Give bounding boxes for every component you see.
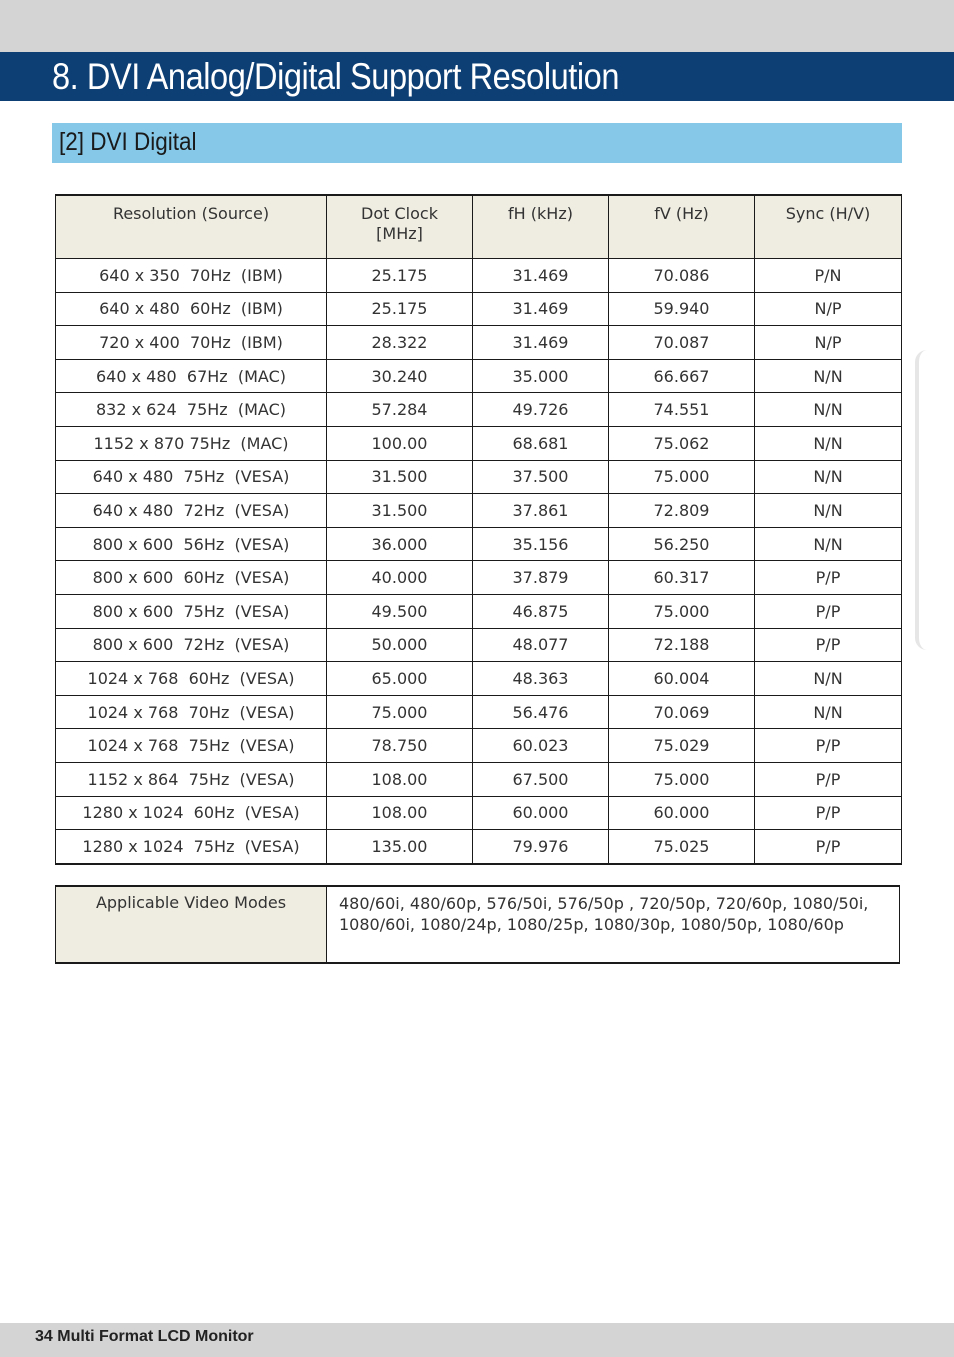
video-modes-table bbox=[55, 885, 900, 964]
cell-dot-clock: 65.000 bbox=[327, 662, 473, 696]
header-resolution: Resolution (Source) bbox=[56, 195, 327, 259]
cell-fv: 75.000 bbox=[609, 460, 755, 494]
cell-fv: 75.000 bbox=[609, 594, 755, 628]
cell-fh: 37.500 bbox=[473, 460, 609, 494]
table-row bbox=[56, 494, 902, 528]
cell-fh: 67.500 bbox=[473, 762, 609, 796]
cell-resolution: 832 x 624 75Hz (MAC) bbox=[56, 393, 327, 427]
table-row bbox=[56, 259, 902, 293]
cell-fh: 31.469 bbox=[473, 326, 609, 360]
cell-dot-clock: 25.175 bbox=[327, 259, 473, 293]
table-row bbox=[56, 796, 902, 830]
cell-dot-clock: 36.000 bbox=[327, 527, 473, 561]
cell-dot-clock: 108.00 bbox=[327, 762, 473, 796]
top-band bbox=[0, 0, 954, 52]
section-title: [2] DVI Digital bbox=[59, 128, 197, 156]
table-row bbox=[56, 527, 902, 561]
cell-resolution: 1024 x 768 75Hz (VESA) bbox=[56, 729, 327, 763]
cell-resolution: 1280 x 1024 60Hz (VESA) bbox=[56, 796, 327, 830]
cell-sync: P/P bbox=[755, 628, 902, 662]
section-header bbox=[52, 123, 902, 163]
footer bbox=[0, 1323, 954, 1357]
cell-sync: P/N bbox=[755, 259, 902, 293]
cell-fv: 75.000 bbox=[609, 762, 755, 796]
cell-resolution: 1152 x 864 75Hz (VESA) bbox=[56, 762, 327, 796]
cell-fv: 66.667 bbox=[609, 359, 755, 393]
cell-fv: 60.004 bbox=[609, 662, 755, 696]
table-row bbox=[56, 292, 902, 326]
cell-resolution: 720 x 400 70Hz (IBM) bbox=[56, 326, 327, 360]
cell-fv: 75.025 bbox=[609, 830, 755, 864]
cell-sync: P/P bbox=[755, 561, 902, 595]
header-fv: fV (Hz) bbox=[609, 195, 755, 259]
table-row bbox=[56, 326, 902, 360]
table-body bbox=[56, 259, 902, 864]
cell-dot-clock: 135.00 bbox=[327, 830, 473, 864]
cell-dot-clock: 31.500 bbox=[327, 460, 473, 494]
cell-fv: 70.069 bbox=[609, 695, 755, 729]
cell-sync: N/N bbox=[755, 527, 902, 561]
cell-dot-clock: 50.000 bbox=[327, 628, 473, 662]
cell-dot-clock: 100.00 bbox=[327, 426, 473, 460]
cell-dot-clock: 31.500 bbox=[327, 494, 473, 528]
table-row bbox=[56, 426, 902, 460]
header-fh: fH (kHz) bbox=[473, 195, 609, 259]
footer-text: 34 Multi Format LCD Monitor bbox=[35, 1328, 254, 1345]
cell-sync: P/P bbox=[755, 762, 902, 796]
table-row bbox=[56, 830, 902, 864]
cell-fv: 74.551 bbox=[609, 393, 755, 427]
cell-resolution: 1024 x 768 60Hz (VESA) bbox=[56, 662, 327, 696]
cell-resolution: 640 x 480 67Hz (MAC) bbox=[56, 359, 327, 393]
cell-dot-clock: 108.00 bbox=[327, 796, 473, 830]
cell-fv: 59.940 bbox=[609, 292, 755, 326]
table-row bbox=[56, 594, 902, 628]
cell-fv: 72.188 bbox=[609, 628, 755, 662]
cell-resolution: 640 x 480 75Hz (VESA) bbox=[56, 460, 327, 494]
cell-fv: 75.062 bbox=[609, 426, 755, 460]
cell-resolution: 800 x 600 75Hz (VESA) bbox=[56, 594, 327, 628]
cell-dot-clock: 40.000 bbox=[327, 561, 473, 595]
cell-dot-clock: 78.750 bbox=[327, 729, 473, 763]
video-modes-row bbox=[56, 886, 900, 963]
cell-fv: 56.250 bbox=[609, 527, 755, 561]
cell-fh: 46.875 bbox=[473, 594, 609, 628]
header-dot-clock: Dot Clock [MHz] bbox=[327, 195, 473, 259]
table-row bbox=[56, 393, 902, 427]
cell-resolution: 1280 x 1024 75Hz (VESA) bbox=[56, 830, 327, 864]
cell-sync: N/N bbox=[755, 460, 902, 494]
cell-fh: 79.976 bbox=[473, 830, 609, 864]
cell-dot-clock: 28.322 bbox=[327, 326, 473, 360]
cell-fh: 48.077 bbox=[473, 628, 609, 662]
cell-fh: 37.861 bbox=[473, 494, 609, 528]
cell-sync: N/N bbox=[755, 393, 902, 427]
table-row bbox=[56, 628, 902, 662]
table-row bbox=[56, 359, 902, 393]
cell-resolution: 640 x 480 72Hz (VESA) bbox=[56, 494, 327, 528]
table-row bbox=[56, 695, 902, 729]
cell-fh: 49.726 bbox=[473, 393, 609, 427]
header-sync: Sync (H/V) bbox=[755, 195, 902, 259]
cell-fh: 31.469 bbox=[473, 292, 609, 326]
cell-fh: 56.476 bbox=[473, 695, 609, 729]
cell-sync: N/N bbox=[755, 494, 902, 528]
cell-fv: 75.029 bbox=[609, 729, 755, 763]
table-row bbox=[56, 460, 902, 494]
cell-resolution: 640 x 350 70Hz (IBM) bbox=[56, 259, 327, 293]
cell-fh: 35.156 bbox=[473, 527, 609, 561]
cell-sync: P/P bbox=[755, 796, 902, 830]
table-row bbox=[56, 729, 902, 763]
cell-dot-clock: 75.000 bbox=[327, 695, 473, 729]
cell-fv: 72.809 bbox=[609, 494, 755, 528]
cell-fv: 70.087 bbox=[609, 326, 755, 360]
cell-fv: 60.000 bbox=[609, 796, 755, 830]
cell-fh: 48.363 bbox=[473, 662, 609, 696]
table-row bbox=[56, 561, 902, 595]
cell-resolution: 800 x 600 72Hz (VESA) bbox=[56, 628, 327, 662]
cell-fh: 60.023 bbox=[473, 729, 609, 763]
cell-sync: P/P bbox=[755, 729, 902, 763]
video-modes-label: Applicable Video Modes bbox=[56, 886, 327, 963]
table-header-row bbox=[56, 195, 902, 259]
cell-resolution: 1152 x 870 75Hz (MAC) bbox=[56, 426, 327, 460]
page-title-bar bbox=[0, 52, 954, 101]
cell-resolution: 1024 x 768 70Hz (VESA) bbox=[56, 695, 327, 729]
cell-dot-clock: 30.240 bbox=[327, 359, 473, 393]
cell-sync: N/N bbox=[755, 359, 902, 393]
cell-resolution: 640 x 480 60Hz (IBM) bbox=[56, 292, 327, 326]
cell-fh: 68.681 bbox=[473, 426, 609, 460]
cell-fh: 31.469 bbox=[473, 259, 609, 293]
cell-resolution: 800 x 600 56Hz (VESA) bbox=[56, 527, 327, 561]
cell-fh: 35.000 bbox=[473, 359, 609, 393]
cell-dot-clock: 57.284 bbox=[327, 393, 473, 427]
cell-sync: N/N bbox=[755, 662, 902, 696]
cell-dot-clock: 49.500 bbox=[327, 594, 473, 628]
resolution-table bbox=[55, 194, 902, 865]
cell-sync: N/P bbox=[755, 292, 902, 326]
cell-dot-clock: 25.175 bbox=[327, 292, 473, 326]
cell-resolution: 800 x 600 60Hz (VESA) bbox=[56, 561, 327, 595]
video-modes-value: 480/60i, 480/60p, 576/50i, 576/50p , 720/50p, 720/60p, 1080/50i, 1080/60i, 1080/24p, 1080/25p, 1080/30p, 1080/50p, 1080/60p bbox=[327, 886, 900, 963]
cell-sync: P/P bbox=[755, 594, 902, 628]
cell-fh: 60.000 bbox=[473, 796, 609, 830]
cell-fv: 70.086 bbox=[609, 259, 755, 293]
cell-sync: N/N bbox=[755, 426, 902, 460]
table-row bbox=[56, 662, 902, 696]
side-tab bbox=[915, 350, 931, 650]
cell-sync: P/P bbox=[755, 830, 902, 864]
table-row bbox=[56, 762, 902, 796]
cell-fv: 60.317 bbox=[609, 561, 755, 595]
cell-sync: N/N bbox=[755, 695, 902, 729]
cell-fh: 37.879 bbox=[473, 561, 609, 595]
cell-sync: N/P bbox=[755, 326, 902, 360]
page-title: 8. DVI Analog/Digital Support Resolution bbox=[52, 56, 620, 97]
